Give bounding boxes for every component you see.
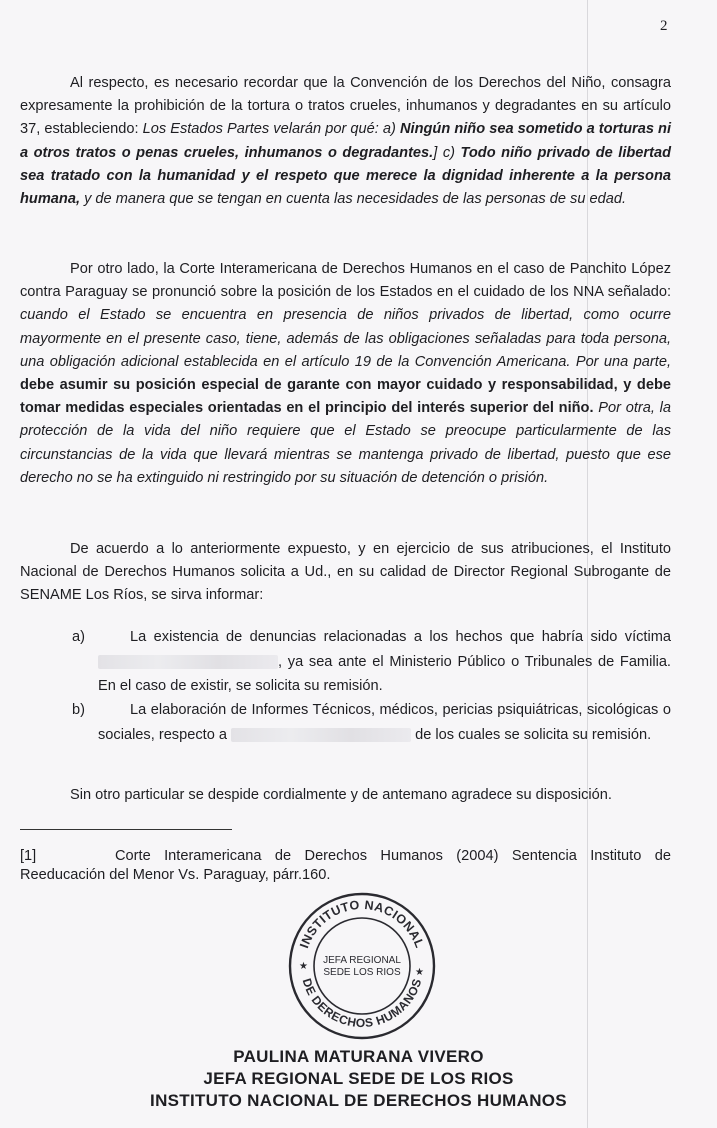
paragraph-corte: [20, 258, 671, 490]
p2-quote-bold: debe asumir su posición especial de garante con mayor cuidado y responsabilidad, y debe tomar medidas especiales orientadas en el principio del interés superior del niño.: [20, 377, 671, 417]
p2-text: Por otro lado, la Corte Interamericana de Derechos Humanos en el caso de Panchito López contra Paraguay se pronunció sobre la posición de los Estados en el cuidado de los NNA señalado:: [20, 261, 671, 301]
redacted-name: [231, 728, 411, 742]
closing-line: Sin otro particular se despide cordialmente y de antemano agradece su disposición.: [70, 787, 612, 803]
star-icon: ★: [415, 967, 424, 978]
signature-name: PAULINA MATURANA VIVERO: [233, 1047, 484, 1066]
list-item-a: [20, 625, 671, 699]
page-number: 2: [660, 18, 668, 34]
p1-quote-intro: Los Estados Partes velarán por qué: a): [142, 121, 400, 138]
list-label-a: a): [72, 629, 85, 645]
p1-quote-bold-c: Todo niño privado de libertad sea tratado con la humanidad y el respeto que merece la dignidad inherente a la persona humana,: [20, 144, 671, 208]
p1-quote-end: y de manera que se tengan en cuenta las necesidades de las personas de su edad.: [80, 191, 627, 208]
list-text-b: La elaboración de Informes Técnicos, médicos, pericias psiquiátricas, sicológicas o sociales, respecto a de los cuales se solicita su remisión.: [98, 702, 671, 743]
star-icon: ★: [299, 961, 308, 972]
p1-text: Al respecto, es necesario recordar que la Convención de los Derechos del Niño, consagra expresamente la prohibición de la tortura o tratos crueles, inhumanos y degradantes en su artículo 37, estableciendo:: [20, 75, 671, 138]
p2-quote-end: Por otra, la protección de la vida del niño requiere que el Estado se preocupe particularmente de las circunstancias de la vida que llevará mientras se mantenga privado de libertad, puesto que ese derecho no se ha extinguido ni restringido por su situación de detención o prisión.: [20, 400, 671, 486]
footnote-text: Corte Interamericana de Derechos Humanos (2004) Sentencia Instituto de Reeducación del Menor Vs. Paraguay, párr.160.: [20, 848, 671, 883]
footnote-separator: [20, 829, 232, 830]
p1-quote-bold-a: Ningún niño sea sometido a torturas ni a otros tratos o penas crueles, inhumanos o degradantes.: [20, 121, 671, 161]
institution-stamp: [287, 891, 437, 1041]
footnote: [20, 847, 671, 885]
paragraph-convention: [20, 72, 671, 211]
redacted-name: [98, 655, 278, 669]
footnote-marker: [1]: [20, 848, 37, 864]
list-item-b: [20, 698, 671, 747]
p1-quote-mid: ] c): [433, 144, 461, 161]
stamp-line-1: JEFA REGIONAL: [323, 955, 401, 966]
stamp-line-2: SEDE LOS RIOS: [323, 967, 401, 978]
svg-text:INSTITUTO NACIONAL: INSTITUTO NACIONAL: [297, 897, 427, 951]
signature-title: JEFA REGIONAL SEDE DE LOS RIOS: [203, 1069, 514, 1088]
p2-quote: cuando el Estado se encuentra en presencia de niños privados de libertad, como ocurre mayormente en el presente caso, tiene, además de las obligaciones señaladas para toda persona, una obligación adicional establecida en el artículo 19 de la Convención Americana. Por una parte,: [20, 307, 671, 370]
list-label-b: b): [72, 702, 85, 718]
list-text-a: La existencia de denuncias relacionadas a los hechos que habría sido víctima , ya sea ante el Ministerio Público o Tribunales de Familia. En el caso de existir, se solicita su remisión.: [98, 629, 671, 694]
signature-org: INSTITUTO NACIONAL DE DERECHOS HUMANOS: [150, 1091, 567, 1110]
svg-text:DE DERECHOS HUMANOS: DE DERECHOS HUMANOS: [299, 976, 425, 1031]
paragraph-request: De acuerdo a lo anteriormente expuesto, y en ejercicio de sus atribuciones, el Instituto Nacional de Derechos Humanos solicita a Ud., en su calidad de Director Regional Subrogante de SENAME Los Ríos, se sirva informar:: [20, 541, 671, 604]
